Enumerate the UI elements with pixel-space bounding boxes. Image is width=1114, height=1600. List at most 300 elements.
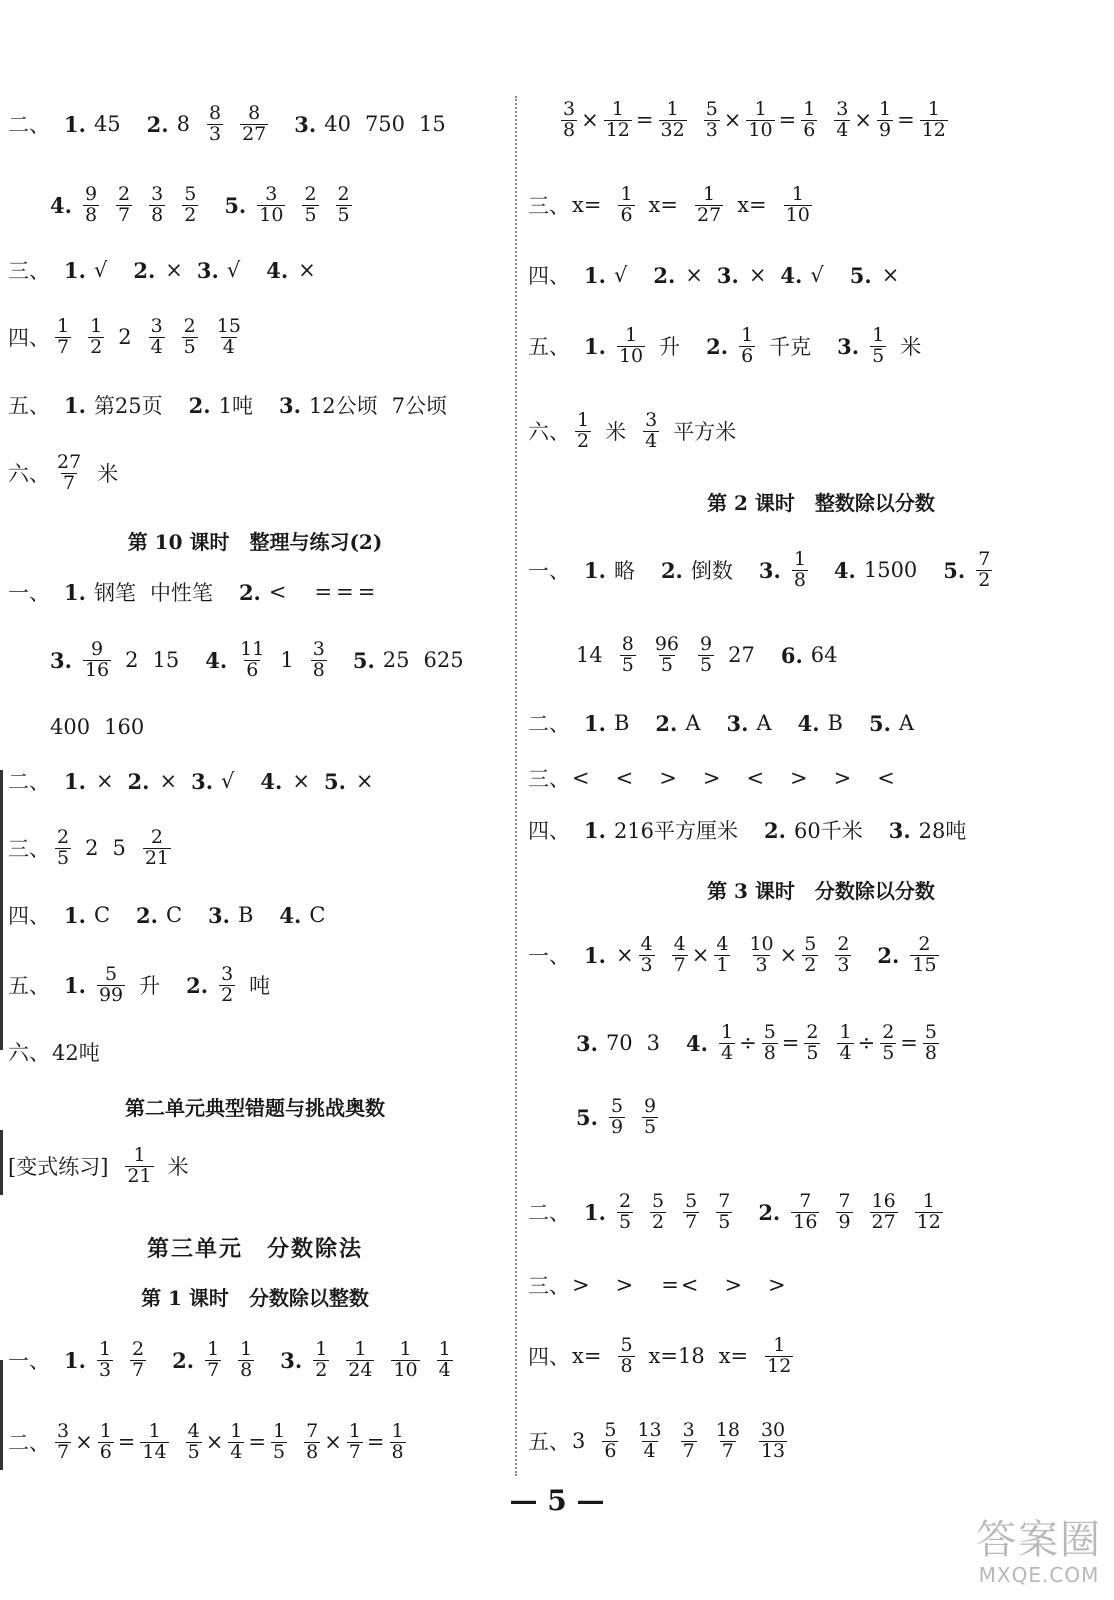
fraction-denominator: 5 — [618, 1210, 632, 1233]
question-number: 1. — [64, 768, 86, 794]
fraction — [877, 97, 893, 141]
answer-line — [528, 753, 921, 803]
fraction-denominator: 5 — [183, 335, 196, 358]
answer-text: ÷ — [857, 1031, 876, 1055]
answer-text: × — [95, 769, 114, 793]
answer-text: x= — [737, 193, 767, 217]
fraction-numerator: 1 — [207, 1337, 220, 1360]
fraction — [618, 1333, 634, 1377]
section-heading: 第 1 课时 分数除以整数 — [141, 1286, 369, 1310]
fraction-numerator: 18 — [715, 1418, 740, 1441]
left-margin-bar — [0, 770, 3, 1050]
answer-line — [8, 1417, 420, 1467]
fraction-denominator: 2 — [652, 1210, 665, 1233]
fraction — [836, 1189, 852, 1233]
fraction — [88, 314, 104, 358]
fraction-denominator: 1 — [716, 953, 729, 976]
answer-line — [50, 702, 158, 752]
fraction-numerator: 1 — [133, 1143, 146, 1166]
question-number: 4. — [780, 262, 803, 288]
question-number: 3. — [837, 333, 860, 359]
answer-text: √ — [221, 769, 235, 793]
fraction-numerator: 11 — [240, 637, 265, 660]
question-number: 3. — [280, 1347, 303, 1373]
fraction-numerator: 2 — [132, 1337, 145, 1360]
fraction-denominator: 5 — [337, 203, 350, 226]
answer-text: 六、 — [528, 420, 570, 444]
answer-line — [8, 99, 460, 149]
answer-text: 二、 — [8, 770, 50, 794]
answer-text: × — [159, 769, 178, 793]
answer-text: 45 — [93, 112, 121, 136]
question-number: 1. — [584, 817, 606, 843]
answer-text: x= — [718, 1344, 749, 1368]
answer-line — [528, 1331, 807, 1381]
fraction-numerator: 1 — [624, 323, 638, 346]
question-number: 2. — [146, 111, 169, 137]
fraction — [762, 1020, 778, 1064]
answer-text: 7公顷 — [391, 394, 448, 418]
fraction-denominator: 5 — [806, 1041, 819, 1064]
fraction — [125, 1143, 153, 1187]
fraction-numerator: 9 — [84, 182, 98, 205]
fraction — [910, 932, 938, 976]
fraction — [880, 1020, 896, 1064]
answer-text: = — [336, 580, 354, 604]
answer-text: = — [314, 580, 333, 604]
question-number: 1. — [584, 557, 606, 583]
fraction — [639, 932, 655, 976]
fraction-denominator: 27 — [697, 203, 722, 226]
fraction — [149, 314, 165, 358]
answer-text: 64 — [810, 643, 838, 667]
answer-text: > — [833, 766, 852, 790]
answer-text: 五、 — [8, 974, 50, 998]
fraction — [55, 1419, 71, 1463]
fraction — [604, 97, 632, 141]
fraction — [923, 1020, 939, 1064]
fraction-denominator: 14 — [142, 1440, 167, 1463]
fraction-denominator: 2 — [577, 429, 590, 452]
section-heading: 第 2 课时 整数除以分数 — [707, 491, 935, 515]
answer-line — [8, 1027, 114, 1077]
fraction-numerator: 1 — [703, 182, 716, 205]
fraction-denominator: 8 — [306, 1440, 319, 1463]
answer-text: × — [615, 943, 634, 967]
answer-text: × — [355, 769, 374, 793]
fraction — [714, 932, 730, 976]
answer-text: < — [877, 766, 895, 790]
fraction-numerator: 8 — [621, 632, 634, 655]
fraction — [311, 637, 327, 681]
fraction-denominator: 9 — [610, 1115, 624, 1138]
fraction-numerator: 5 — [685, 1189, 698, 1212]
answer-text: 平方米 — [673, 420, 737, 444]
fraction-denominator: 3 — [755, 953, 768, 976]
fraction — [791, 1189, 819, 1233]
answer-text: 2 — [125, 648, 139, 672]
watermark-top: 答案圈 — [976, 1517, 1102, 1563]
fraction — [182, 182, 198, 226]
fraction — [391, 1337, 419, 1381]
fraction-numerator: 2 — [882, 1020, 895, 1043]
fraction-denominator: 4 — [150, 335, 163, 358]
fraction-denominator: 10 — [393, 1358, 418, 1381]
fraction — [182, 314, 198, 358]
fraction — [215, 314, 243, 358]
fraction-denominator: 10 — [259, 203, 284, 226]
fraction-numerator: 1 — [773, 1333, 786, 1356]
answer-text: 15 — [419, 112, 446, 136]
fraction-numerator: 27 — [57, 450, 82, 473]
answer-text: 60千米 — [793, 819, 863, 843]
answer-text: 略 — [613, 559, 635, 583]
answer-text: × — [854, 108, 872, 132]
fraction — [97, 1337, 113, 1381]
fraction-numerator: 1 — [611, 97, 624, 120]
question-number: 4. — [279, 902, 302, 928]
answer-text: 六、 — [8, 462, 50, 486]
fraction-numerator: 3 — [57, 1419, 70, 1442]
watermark-bottom: MXQE.COM — [978, 1563, 1100, 1587]
answer-text: 四、 — [528, 264, 570, 288]
fraction-numerator: 1 — [99, 1419, 112, 1442]
question-number: 5. — [868, 710, 891, 736]
fraction-numerator: 1 — [922, 1189, 935, 1212]
fraction-numerator: 1 — [98, 1337, 112, 1360]
fraction-denominator: 4 — [643, 1439, 656, 1462]
question-number: 1. — [64, 257, 86, 283]
question-number: 3. — [50, 647, 72, 673]
question-number: 5. — [224, 192, 247, 218]
fraction-numerator: 1 — [391, 1419, 404, 1442]
question-number: 2. — [706, 333, 729, 359]
fraction-numerator: 16 — [871, 1189, 896, 1212]
question-number: 3. — [191, 768, 214, 794]
answer-text: 160 — [104, 715, 145, 739]
question-number: 4. — [50, 192, 72, 218]
left-margin-bar — [0, 1130, 3, 1195]
fraction-denominator: 16 — [793, 1210, 818, 1233]
answer-text: C — [165, 903, 183, 927]
fraction — [653, 632, 681, 676]
fraction-numerator: 1 — [315, 1337, 328, 1360]
answer-text: B — [827, 711, 843, 735]
fraction-numerator: 9 — [700, 632, 713, 655]
fraction-numerator: 3 — [151, 182, 164, 205]
answer-text: 吨 — [249, 974, 271, 998]
answer-text: 70 — [605, 1031, 633, 1055]
question-number: 5. — [943, 557, 966, 583]
question-number: 1. — [584, 333, 606, 359]
answer-text: 米 — [605, 420, 627, 444]
answer-text: A — [898, 711, 915, 735]
fraction — [347, 1419, 363, 1463]
question-number: 2. — [653, 262, 676, 288]
answer-text: × — [685, 263, 703, 287]
answer-text: = — [635, 108, 654, 132]
fraction — [240, 101, 268, 145]
fraction — [695, 182, 723, 226]
fraction-numerator: 2 — [837, 932, 850, 955]
fraction — [238, 1337, 254, 1381]
watermark-logo — [974, 1517, 1104, 1592]
fraction-denominator: 5 — [660, 653, 673, 676]
fraction-denominator: 7 — [673, 953, 686, 976]
section-heading: 第二单元典型错题与挑战奥数 — [125, 1096, 385, 1120]
fraction-numerator: 1 — [620, 182, 633, 205]
question-number: 3. — [196, 257, 219, 283]
answer-text: × — [581, 108, 599, 132]
question-number: 3. — [758, 557, 781, 583]
fraction-denominator: 8 — [391, 1440, 404, 1463]
fraction-numerator: 1 — [793, 547, 806, 570]
answer-line — [528, 545, 1006, 595]
answer-text: 216平方厘米 — [613, 819, 739, 843]
fraction-denominator: 27 — [242, 122, 267, 145]
fraction-denominator: 7 — [207, 1358, 220, 1381]
fraction — [149, 182, 165, 226]
answer-text: > — [659, 766, 677, 790]
fraction — [719, 1020, 735, 1064]
fraction — [602, 1418, 618, 1462]
answer-text: < — [680, 1273, 699, 1297]
answer-line — [50, 180, 366, 230]
answer-text: 3 — [572, 1429, 586, 1453]
fraction — [83, 182, 99, 226]
fraction-numerator: 96 — [654, 632, 680, 655]
answer-text: 一、 — [528, 944, 570, 968]
fraction-denominator: 8 — [84, 203, 98, 226]
answer-text: < — [268, 580, 287, 604]
fraction-numerator: 3 — [563, 97, 576, 120]
question-number: 5. — [849, 262, 872, 288]
answer-text: 三、 — [528, 767, 570, 791]
question-number: 4. — [797, 710, 820, 736]
fraction — [746, 97, 774, 141]
question-number: 5. — [576, 1104, 598, 1130]
fraction-denominator: 8 — [620, 1354, 633, 1377]
answer-line — [528, 930, 953, 980]
fraction — [765, 1333, 793, 1377]
answer-text: 五、 — [8, 394, 50, 418]
answer-text: = — [357, 580, 376, 604]
fraction-numerator: 1 — [878, 97, 892, 120]
fraction-denominator: 10 — [748, 118, 773, 141]
answer-line — [528, 805, 980, 855]
fraction-denominator: 2 — [315, 1358, 328, 1381]
fraction — [304, 1419, 320, 1463]
fraction-denominator: 27 — [871, 1210, 896, 1233]
answer-text: > — [768, 1273, 786, 1297]
fraction — [643, 408, 659, 452]
question-number: 3. — [726, 710, 749, 736]
answer-line — [528, 250, 901, 300]
answer-text: 升 — [139, 974, 161, 998]
question-number: 2. — [127, 768, 150, 794]
fraction-denominator: 5 — [882, 1041, 895, 1064]
fraction-denominator: 4 — [438, 1358, 451, 1381]
question-number: 1. — [64, 902, 86, 928]
question-number: 3. — [208, 902, 230, 928]
fraction-numerator: 1 — [927, 97, 940, 120]
answer-text: 二、 — [8, 113, 50, 137]
fraction-numerator: 1 — [240, 1337, 253, 1360]
question-number: 3. — [576, 1030, 598, 1056]
question-number: 1. — [64, 111, 86, 137]
fraction-denominator: 5 — [304, 203, 317, 226]
fraction-denominator: 4 — [836, 118, 849, 141]
page-number: — 5 — — [509, 1484, 605, 1517]
answer-text: × — [324, 1430, 342, 1454]
answer-text: √ — [810, 263, 824, 287]
fraction-numerator: 1 — [741, 323, 754, 346]
fraction — [920, 97, 948, 141]
answer-text: > — [790, 766, 808, 790]
fraction-numerator: 2 — [57, 825, 70, 848]
answer-text: 2 — [118, 325, 132, 349]
fraction-denominator: 8 — [151, 203, 164, 226]
fraction-denominator: 4 — [839, 1041, 852, 1064]
fraction — [98, 1419, 114, 1463]
fraction-numerator: 3 — [682, 1418, 695, 1441]
answer-text: 400 — [50, 715, 91, 739]
question-number: 1. — [584, 262, 606, 288]
fraction-numerator: 5 — [652, 1189, 665, 1212]
answer-text: 三、 — [8, 259, 50, 283]
fraction-denominator: 6 — [803, 118, 816, 141]
fraction — [219, 962, 235, 1006]
answer-line — [8, 960, 284, 1010]
fraction-denominator: 6 — [741, 344, 754, 367]
answer-text: x= — [572, 1344, 602, 1368]
answer-text: × — [748, 263, 767, 287]
fraction-numerator: 1 — [273, 1419, 286, 1442]
answer-text: B — [237, 903, 254, 927]
fraction-numerator: 7 — [306, 1419, 319, 1442]
answer-text: √ — [613, 263, 628, 287]
fraction-numerator: 2 — [183, 314, 196, 337]
answer-text: > — [724, 1273, 743, 1297]
answer-text: = — [117, 1430, 136, 1454]
answer-text: 第25页 — [93, 394, 163, 418]
fraction-numerator: 1 — [348, 1419, 361, 1442]
answer-line — [8, 1141, 203, 1191]
fraction-denominator: 7 — [63, 471, 76, 494]
question-number: 2. — [655, 710, 678, 736]
fraction-denominator: 24 — [348, 1358, 373, 1381]
fraction-numerator: 30 — [760, 1418, 786, 1441]
fraction-numerator: 5 — [924, 1020, 937, 1043]
question-number: 2. — [186, 972, 209, 998]
fraction-numerator: 10 — [749, 932, 774, 955]
fraction-numerator: 2 — [304, 182, 317, 205]
answer-text: 一、 — [8, 1349, 50, 1373]
fraction — [739, 323, 755, 367]
answer-text: = — [781, 1031, 800, 1055]
answer-text: 倒数 — [690, 559, 733, 583]
question-number: 2. — [660, 557, 683, 583]
answer-text: 2 — [85, 836, 99, 860]
fraction-denominator: 6 — [620, 203, 633, 226]
fraction — [609, 1094, 625, 1138]
fraction-numerator: 1 — [438, 1337, 451, 1360]
fraction-numerator: 1 — [872, 323, 885, 346]
fraction-denominator: 2 — [90, 335, 103, 358]
fraction-denominator: 5 — [700, 653, 713, 676]
fraction-numerator: 2 — [150, 825, 163, 848]
answer-text: 750 — [364, 112, 406, 136]
fraction-numerator: 1 — [839, 1020, 852, 1043]
fraction — [130, 1337, 146, 1381]
answer-text: 一、 — [8, 581, 50, 605]
section-heading: 第三单元 分数除法 — [146, 1236, 363, 1262]
fraction — [83, 637, 111, 681]
fraction-numerator: 5 — [604, 1418, 617, 1441]
fraction-denominator: 2 — [184, 203, 197, 226]
question-number: 2. — [136, 902, 158, 928]
fraction-numerator: 5 — [104, 962, 118, 985]
fraction — [618, 182, 634, 226]
answer-line — [576, 1092, 672, 1142]
fraction — [714, 1418, 742, 1462]
answer-text: = — [900, 1031, 918, 1055]
fraction-numerator: 1 — [57, 314, 70, 337]
answer-line — [528, 180, 826, 230]
answer-text: × — [75, 1430, 93, 1454]
fraction-denominator: 3 — [98, 1358, 112, 1381]
question-number: 1. — [64, 972, 86, 998]
fraction — [834, 97, 850, 141]
fraction — [575, 408, 591, 452]
fraction-numerator: 2 — [337, 182, 350, 205]
answer-text: 三、 — [8, 837, 50, 861]
answer-text: × — [881, 263, 900, 287]
fraction-numerator: 5 — [610, 1094, 624, 1117]
answer-line — [558, 95, 962, 145]
fraction-numerator: 1 — [148, 1419, 161, 1442]
question-number: 1. — [64, 392, 86, 418]
answer-text: 28吨 — [918, 819, 967, 843]
fraction-denominator: 7 — [118, 203, 131, 226]
fraction — [759, 1418, 787, 1462]
answer-text: = — [661, 1273, 679, 1297]
fraction-denominator: 99 — [98, 983, 124, 1006]
answer-line — [8, 890, 339, 940]
answer-text: = — [248, 1430, 266, 1454]
fraction-denominator: 8 — [793, 568, 806, 591]
answer-text: 三、 — [528, 194, 570, 218]
fraction-denominator: 8 — [563, 118, 576, 141]
fraction — [390, 1419, 406, 1463]
fraction — [835, 932, 851, 976]
fraction-denominator: 12 — [921, 118, 946, 141]
fraction — [346, 1337, 374, 1381]
answer-text: 15 — [152, 648, 180, 672]
fraction-denominator: 5 — [273, 1440, 286, 1463]
fraction-denominator: 7 — [57, 335, 70, 358]
question-number: 2. — [188, 392, 211, 418]
answer-line — [8, 448, 132, 498]
fraction — [804, 1020, 820, 1064]
fraction — [205, 1337, 221, 1381]
fraction — [55, 825, 71, 869]
answer-text: x= — [572, 193, 602, 217]
fraction-denominator: 7 — [132, 1358, 145, 1381]
fraction — [257, 182, 285, 226]
answer-text: A — [685, 711, 701, 735]
section-heading: 第 10 课时 整理与练习(2) — [127, 530, 383, 554]
